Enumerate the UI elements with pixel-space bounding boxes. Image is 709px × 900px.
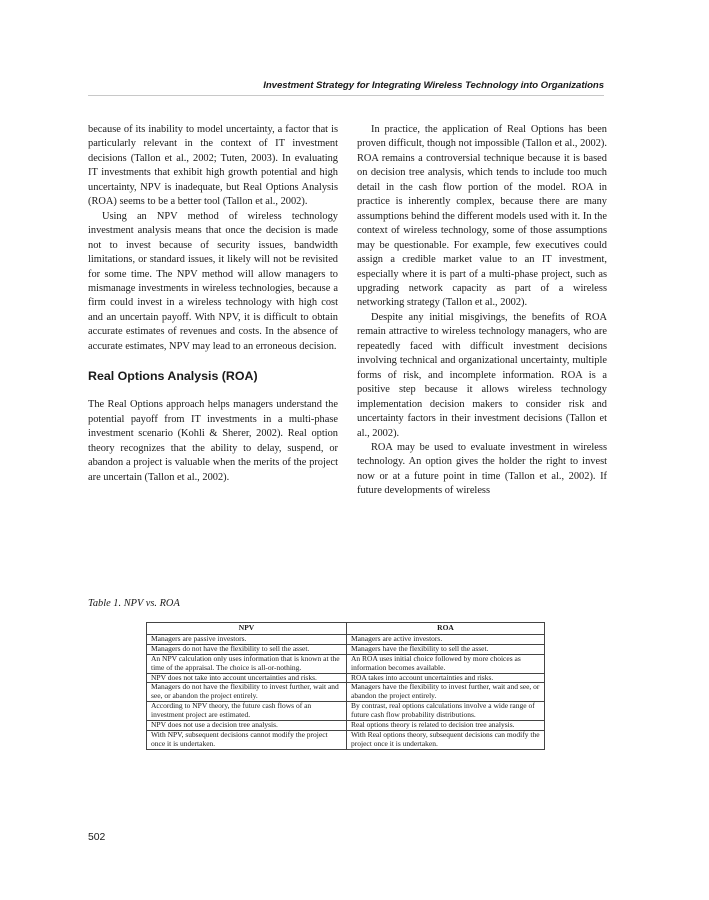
table-cell-npv: According to NPV theory, the future cash flows of an investment project are estimated. [147,702,347,721]
table-cell-npv: NPV does not use a decision tree analysis. [147,721,347,731]
table-cell-roa: ROA takes into account uncertainties and risks. [347,673,545,683]
table-row [147,644,545,654]
table-row [147,683,545,702]
table-cell-roa: Managers are active investors. [347,634,545,644]
table-cell-npv: Managers do not have the flexibility to invest further, wait and see, or abandon the project entirely. [147,683,347,702]
table-cell-npv: NPV does not take into account uncertainties and risks. [147,673,347,683]
right-paragraph-2: Despite any initial misgivings, the benefits of ROA remain attractive to wireless technology managers, who are repeatedly faced with difficult investment decisions involving technical and organizational uncertainty, multiple forms of risk, and incomplete information. ROA is a positive step because it allows wireless technology implementation decision makers to consider risk and uncertainty factors in their investment decisions (Tallon et al., 2002). [357,311,607,439]
right-paragraph-3: ROA may be used to evaluate investment in wireless technology. An option gives the holder the right to invest now or at a future point in time (Tallon et al., 2002). If future developments of wireless [357,441,607,497]
right-paragraph-1: In practice, the application of Real Options has been proven difficult, though not impossible (Tallon et al., 2002). ROA remains a controversial technique because it is based on decision tree analysis, which tends to include too much detail in the cash flow portion of the model. ROA in practice is inherently complex, because there are many assumptions behind the different models used with it. In the context of wireless technology, some of those assumptions may be questionable. For example, few executives could assign a credible market value to an IT investment, especially where it is part of a multi-phase project, such as upgrading network capacity as part of a wireless networking strategy (Tallon et al., 2002). [357,124,607,309]
left-paragraph-2: Using an NPV method of wireless technology investment analysis means that once the decision is made not to invest because of security issues, bandwidth limitations, or standard issues, it likely will not be revisited for some time. The NPV method will allow managers to mismanage investments in wireless technologies, because a firm could invest in a wireless technology with high cost and an uncertain payoff. With NPV, it is difficult to obtain accurate estimates of revenues and costs. In the absence of accurate estimates, NPV may lead to an erroneous decision. [88,210,338,352]
right-column [357,123,607,499]
section-heading-roa: Real Options Analysis (ROA) [88,369,258,384]
running-header: Investment Strategy for Integrating Wireless Technology into Organizations [263,80,604,91]
table-cell-npv: Managers are passive investors. [147,634,347,644]
table-cell-npv: With NPV, subsequent decisions cannot modify the project once it is undertaken. [147,730,347,749]
page-number: 502 [88,832,106,843]
left-paragraph-3: The Real Options approach helps managers understand the potential payoff from IT investments in a multi-phase investment scenario (Kohli & Sherer, 2002). Real option theory recognizes that the ability to delay, suspend, or abandon a project is valuable when the merits of the project are uncertain (Tallon et al., 2002). [88,399,338,483]
comparison-table [146,622,545,750]
table-cell-npv: Managers do not have the flexibility to sell the asset. [147,644,347,654]
table-row [147,654,545,673]
header-rule [88,95,604,96]
table-cell-roa: With Real options theory, subsequent decisions can modify the project once it is undertaken. [347,730,545,749]
table-row [147,721,545,731]
table-cell-npv: An NPV calculation only uses information that is known at the time of the appraisal. The choice is all-or-nothing. [147,654,347,673]
table-cell-roa: Managers have the flexibility to invest further, wait and see, or abandon the project entirely. [347,683,545,702]
table-row [147,730,545,749]
left-column [88,123,338,485]
table-cell-roa: Real options theory is related to decision tree analysis. [347,721,545,731]
table-row [147,634,545,644]
table-cell-roa: Managers have the flexibility to sell the asset. [347,644,545,654]
table-header-row [147,623,545,635]
table-row [147,673,545,683]
left-paragraph-1: because of its inability to model uncertainty, a factor that is particularly relevant in the context of IT investment decisions (Tallon et al., 2002; Tuten, 2003). In evaluating IT investments that exhibit high growth potential and high uncertainty, NPV is inadequate, but Real Options Analysis (ROA) seems to be a better tool (Tallon et al., 2002). [88,124,338,208]
table-header-npv: NPV [147,623,347,635]
table-cell-roa: By contrast, real options calculations involve a wide range of future cash flow probability distributions. [347,702,545,721]
table-caption: Table 1. NPV vs. ROA [88,598,180,609]
table-cell-roa: An ROA uses initial choice followed by more choices as information becomes available. [347,654,545,673]
table-header-roa: ROA [347,623,545,635]
table-row [147,702,545,721]
